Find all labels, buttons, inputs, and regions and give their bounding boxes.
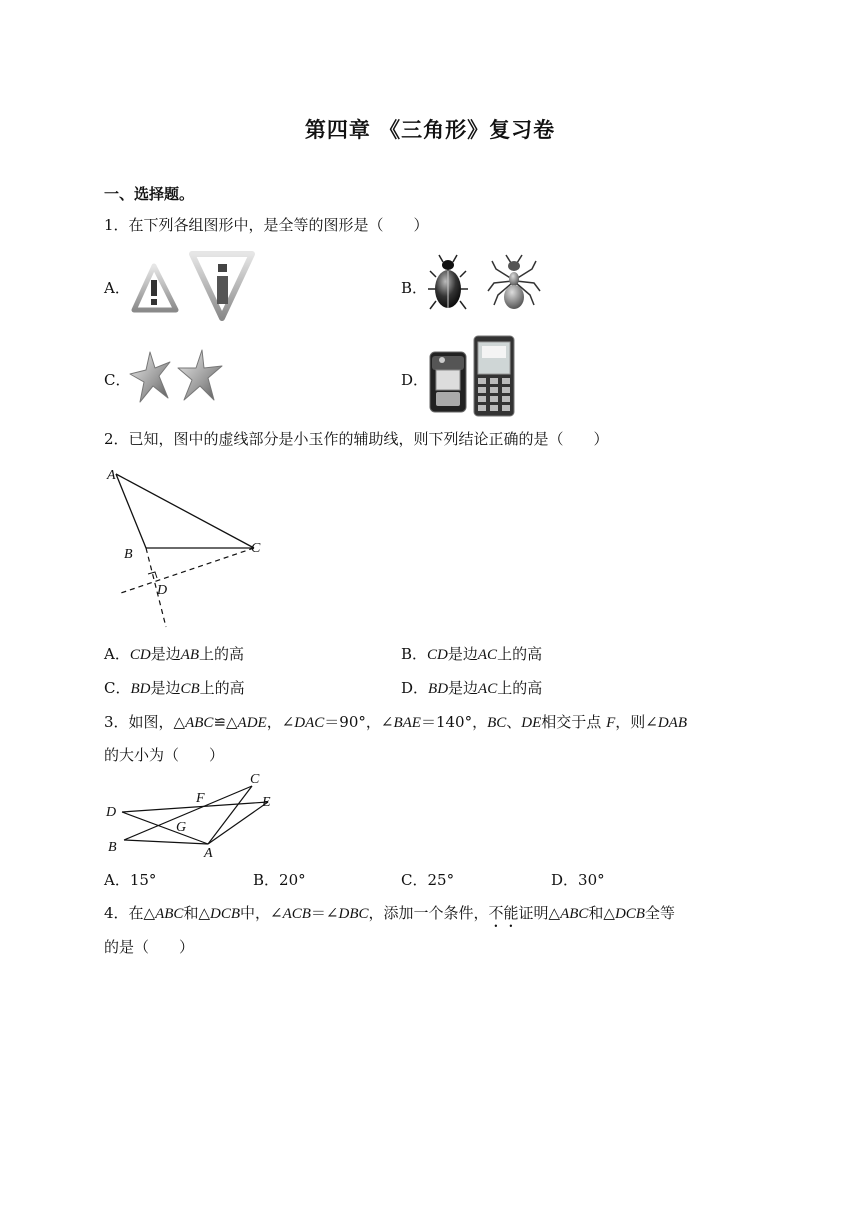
question-3-stem-line1: 3．如图，△ABC≌△ADE，∠DAC＝90°，∠BAE＝140°，BC、DE相交于点 F，则∠DAB xyxy=(104,713,687,731)
mobile-phone-icon xyxy=(428,334,518,416)
vertex-d: D xyxy=(106,805,117,820)
vertex-f: F xyxy=(196,791,205,806)
vertex-a: A xyxy=(204,846,213,861)
beetle-icon xyxy=(428,255,548,315)
q2-option-c: C．BD是边CB上的高 xyxy=(104,679,245,697)
q2-option-b: B．CD是边AC上的高 xyxy=(401,645,543,663)
question-4-stem-line1: 4．在△ABC和△DCB中，∠ACB＝∠DBC，添加一个条件，不能证明△ABC和△DCB全等 xyxy=(104,904,675,922)
vertex-b: B xyxy=(124,547,133,562)
q2-option-d: D．BD是边AC上的高 xyxy=(401,679,543,697)
starfish-icon xyxy=(128,348,238,408)
q1-option-a-label: A． xyxy=(104,279,130,297)
emphasis-not: 不能 xyxy=(488,904,519,922)
page-title: 第四章 《三角形》复习卷 xyxy=(304,118,556,142)
vertex-d: D xyxy=(157,583,168,598)
vertex-c: C xyxy=(251,541,261,556)
vertex-a: A xyxy=(107,468,116,483)
vertex-g: G xyxy=(176,820,187,835)
q3-option-d: D．30° xyxy=(551,871,605,889)
q3-option-b: B．20° xyxy=(253,871,306,889)
q1-option-c-label: C． xyxy=(104,371,131,389)
q3-option-a: A．15° xyxy=(104,871,157,889)
vertex-e: E xyxy=(262,795,271,810)
q1-option-b-label: B． xyxy=(401,279,428,297)
section-heading: 一、选择题。 xyxy=(104,185,195,203)
question-3-stem-line2: 的大小为（ ） xyxy=(104,746,225,764)
warning-sign-icon xyxy=(130,250,250,322)
vertex-b: B xyxy=(108,840,117,855)
question-4-stem-line2: 的是（ ） xyxy=(104,938,195,956)
q2-triangle-figure xyxy=(104,462,284,632)
vertex-c: C xyxy=(250,772,260,787)
q2-option-a: A．CD是边AB上的高 xyxy=(104,645,245,663)
ant-icon xyxy=(488,255,540,309)
question-2-stem: 2．已知，图中的虚线部分是小玉作的辅助线，则下列结论正确的是（ ） xyxy=(104,430,609,448)
q3-option-c: C．25° xyxy=(401,871,455,889)
q1-option-d-label: D． xyxy=(401,371,429,389)
question-1-stem: 1．在下列各组图形中，是全等的图形是（ ） xyxy=(104,216,429,234)
q3-triangles-figure xyxy=(104,768,284,860)
